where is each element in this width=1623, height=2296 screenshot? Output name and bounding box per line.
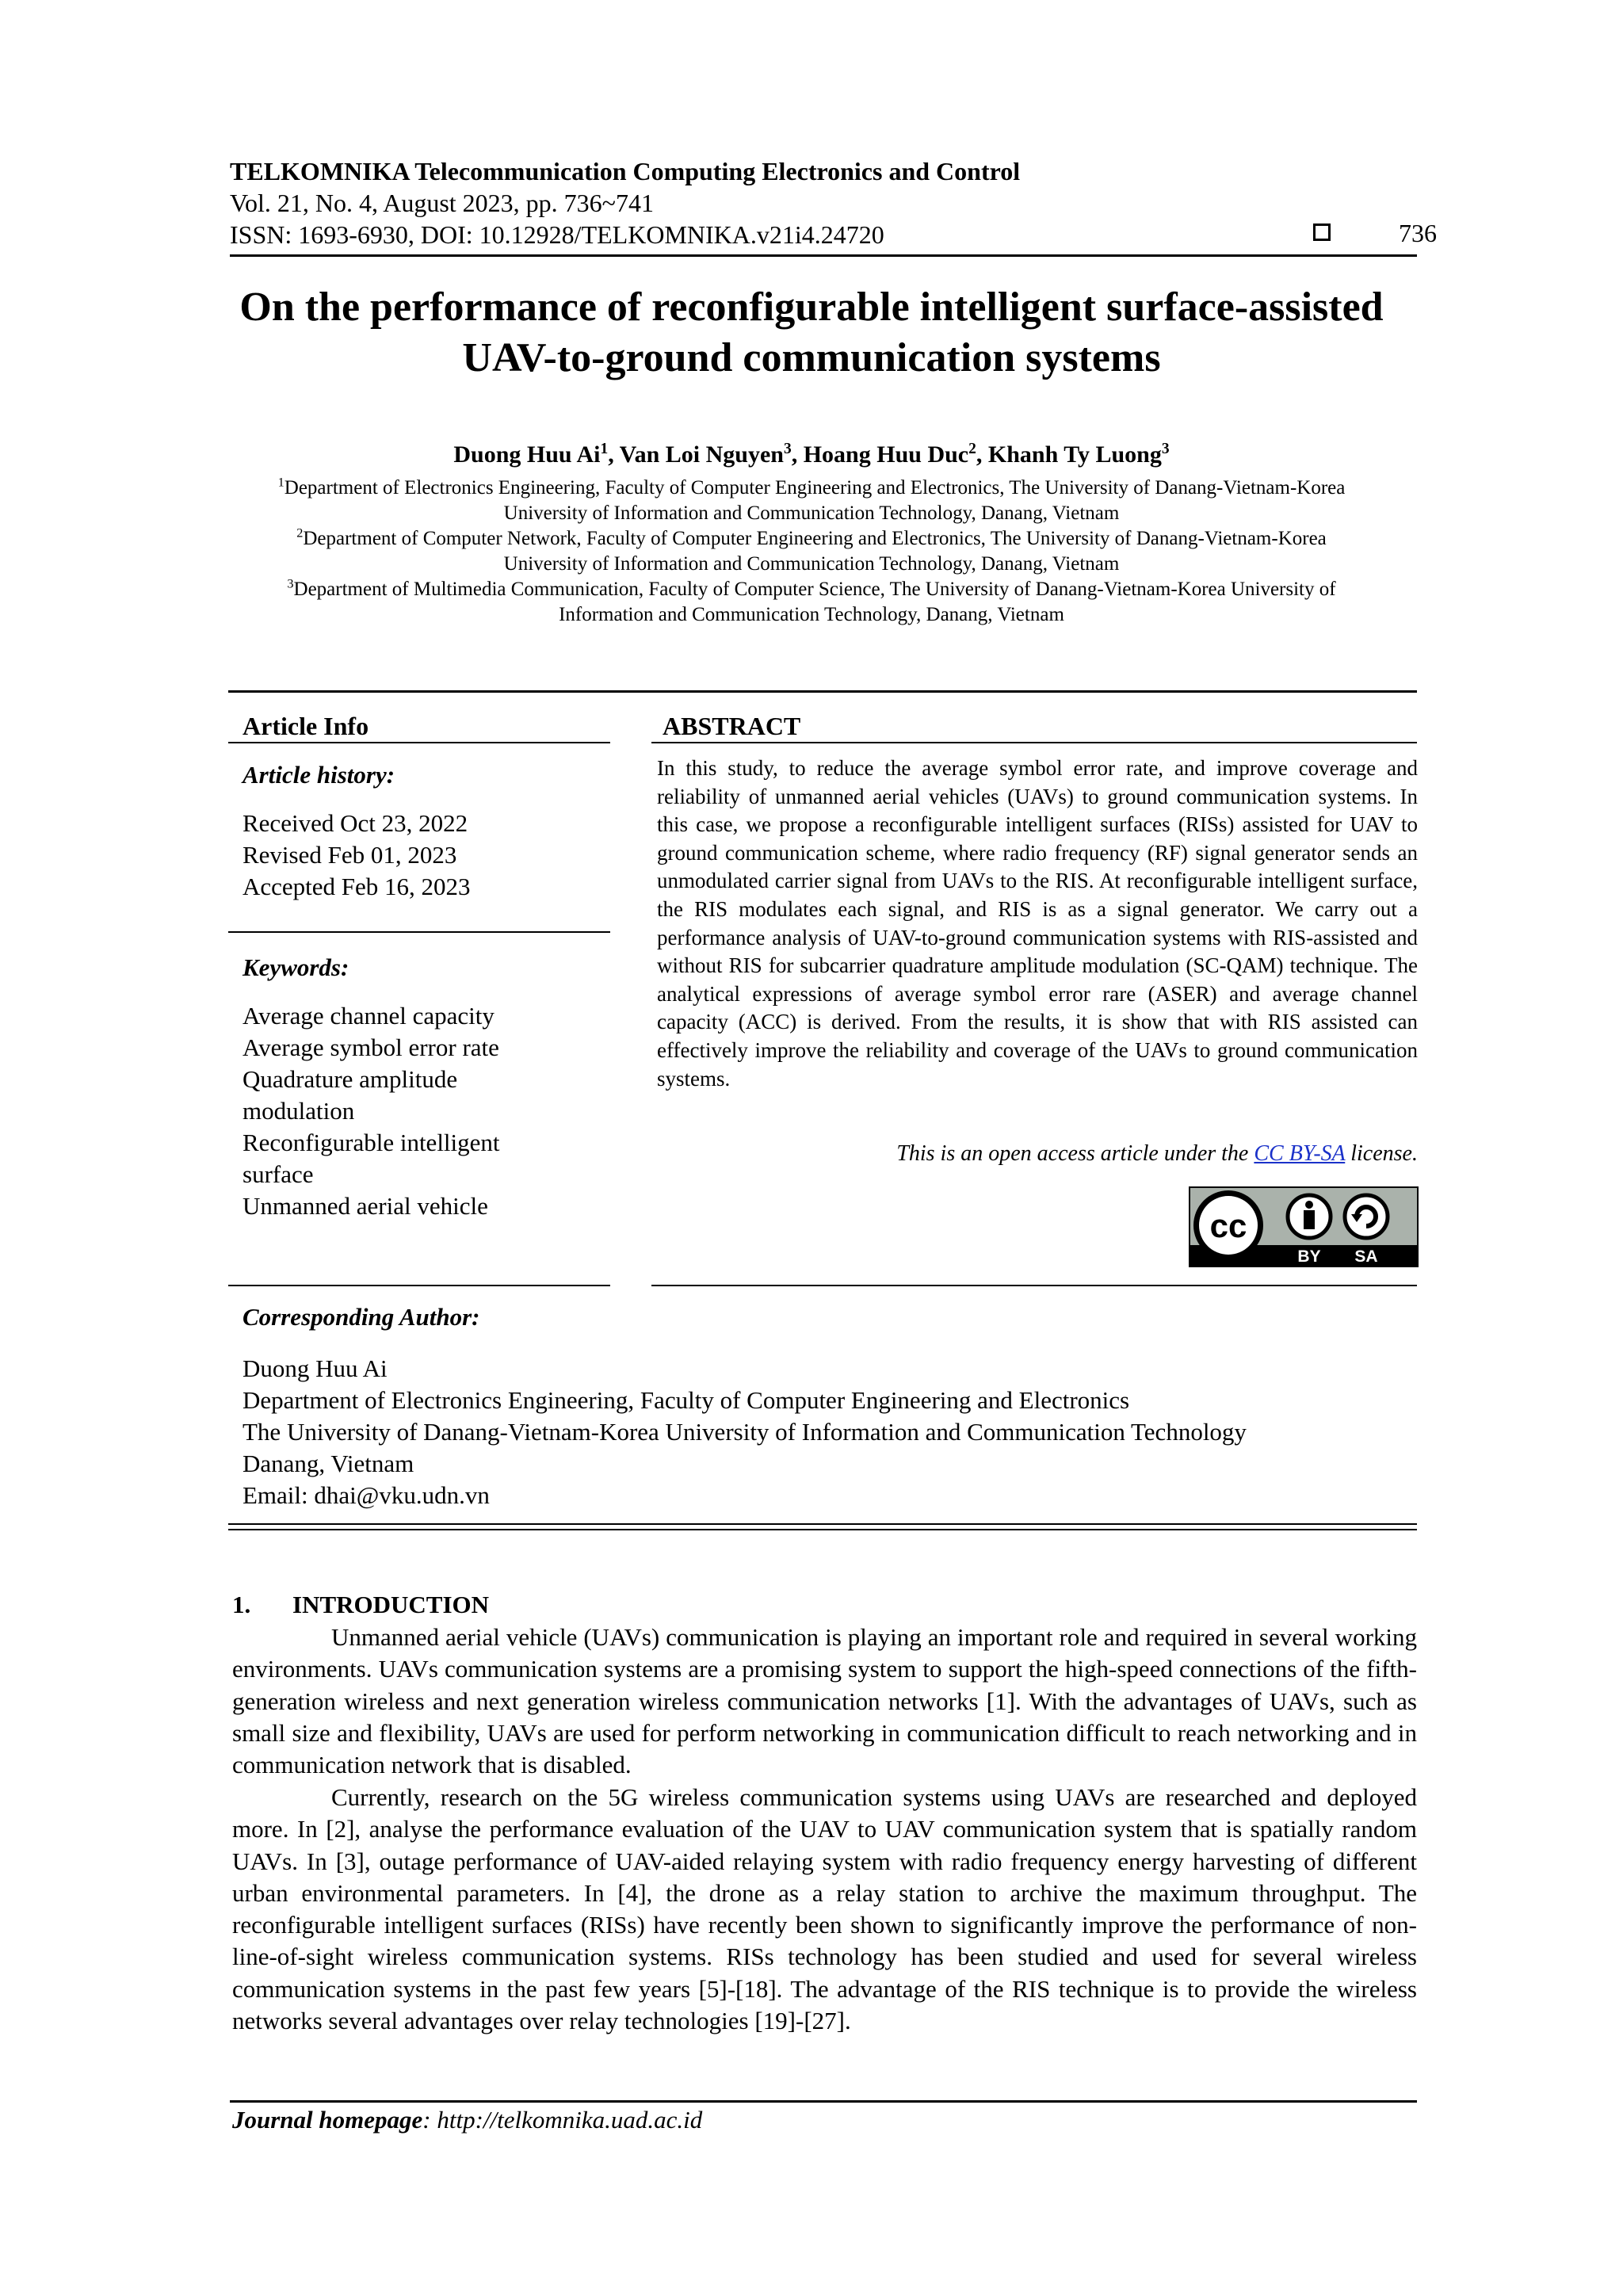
author-department: Department of Electronics Engineering, Faculty of Computer Engineering and Electronics (242, 1386, 1130, 1414)
license-link[interactable]: CC BY-SA (1254, 1141, 1346, 1166)
square-outline-icon (1313, 223, 1331, 241)
person-icon (1288, 1195, 1331, 1238)
header-rule (230, 254, 1417, 257)
info-end-rule-1 (228, 1523, 1417, 1525)
received-date: Received Oct 23, 2022 (242, 809, 468, 837)
footer-rule (230, 2100, 1417, 2103)
sa-label: SA (1354, 1247, 1378, 1266)
keyword: surface (242, 1160, 314, 1188)
author-email: Email: dhai@vku.udn.vn (242, 1481, 490, 1509)
affiliation-3: $^3$Department of Multimedia Communication, Faculty of Computer Science, The University of Danang-Vietnam-Korea University of (287, 576, 1336, 600)
author-city: Danang, Vietnam (242, 1450, 414, 1477)
share-alike-icon (1345, 1195, 1388, 1238)
cc-by-sa-badge[interactable] (1189, 1186, 1419, 1267)
revised-date: Revised Feb 01, 2023 (242, 841, 457, 869)
keyword: Unmanned aerial vehicle (242, 1192, 488, 1220)
article-info-rule (228, 742, 610, 743)
paper-title: On the performance of reconfigurable intelligent surface-assisted UAV-to-ground communication systems (239, 285, 1384, 380)
keywords-rule (228, 931, 610, 933)
keyword: Quadrature amplitude (242, 1065, 458, 1093)
author-name: Duong Huu Ai (453, 441, 601, 468)
corresponding-author-label: Corresponding Author: (242, 1303, 480, 1331)
homepage-link[interactable]: http://telkomnika.uad.ac.id (437, 2106, 703, 2134)
abstract-heading: ABSTRACT (663, 712, 801, 740)
page-number: 736 (1399, 219, 1437, 247)
keyword: modulation (242, 1097, 355, 1125)
license-statement: This is an open access article under the CC BY-SA license. (896, 1141, 1418, 1166)
info-top-rule (228, 690, 1417, 693)
cc-icon: cc (1209, 1207, 1247, 1244)
intro-paragraph-2: Currently, research on the 5G wireless communication systems using UAVs are researched and deployed more. In [2], analyse the performance evaluation of the UAV to UAV communication system that is spatially random UAVs. In [3], outage performance of UAV-aided relaying system with radio frequency energy harvesting of different urban environmental parameters. In [4], the drone as a relay station to archive the maximum throughput. The reconfigurable intelligent surfaces (RISs) have recently been shown to significantly improve the performance of non-line-of-sight wireless communication systems. RISs technology has been studied and used for several wireless communication systems in the past few years [5]-[18]. The advantage of the RIS technique is to provide the wireless networks several advantages over relay technologies [19]-[27]. (232, 1783, 1417, 2035)
info-bottom-rule (228, 1285, 610, 1286)
info-end-rule-2 (228, 1529, 1417, 1530)
keyword: Average symbol error rate (242, 1033, 499, 1061)
keyword-list (242, 1000, 500, 1222)
affiliation-2: $^2$Department of Computer Network, Faculty of Computer Engineering and Electronics, The University of Danang-Vietnam-Korea (296, 525, 1327, 549)
affiliations: $^1$Department of Electronics Engineering, Faculty of Computer Engineering and Electronics, The University of Danang-Vietnam-Korea University of Information and Communication Technology, Danang, Vietnam $^2$Department of Computer Network, Faculty of Computer Engineering and Electronics, The University of Danang-Vietnam-Korea University of Information and Communication Technology, Danang, Vietnam $^3$Department of Multimedia Communication, Faculty of Computer Science, The University of Danang-Vietnam-Korea University of Information and Communication Technology, Danang, Vietnam (206, 476, 1417, 628)
issn-doi: ISSN: 1693-6930, DOI: 10.12928/TELKOMNIKA.v21i4.24720 (230, 220, 884, 249)
volume-info: Vol. 21, No. 4, August 2023, pp. 736~741 (230, 189, 654, 217)
section-heading-introduction: 1. INTRODUCTION (232, 1591, 490, 1618)
author-list: Duong Huu Ai$^1$, Van Loi Nguyen$^3$, Hoang Huu Duc$^2$, Khanh Ty Luong$^3$ (453, 441, 1170, 468)
by-label: BY (1297, 1247, 1321, 1266)
abstract-bottom-rule (651, 1285, 1417, 1286)
keywords-label: Keywords: (242, 953, 349, 981)
abstract-text: In this study, to reduce the average symbol error rate, and improve coverage and reliability of unmanned aerial vehicles (UAVs) to ground communication systems. In this case, we propose a reconfigurable intelligent surfaces (RISs) assisted for UAV to ground communication scheme, where radio frequency (RF) signal generator sends an unmodulated carrier signal from UAVs to the RIS. At reconfigurable intelligent surface, the RIS modulates each signal, and RIS is as a signal generator. We carry out a performance analysis of UAV-to-ground communication systems with RIS-assisted and without RIS for subcarrier quadrature amplitude modulation (SC-QAM) technique. The analytical expressions of average symbol error rare (ASER) and average channel capacity (ACC) is derived. From the results, it is show that with RIS assisted can effectively improve the reliability and coverage of the UAVs to ground communication systems. (657, 756, 1418, 1091)
journal-name: TELKOMNIKA Telecommunication Computing Electronics and Control (230, 157, 1021, 185)
keyword: Average channel capacity (242, 1002, 495, 1030)
author-name: Khanh Ty Luong (987, 441, 1162, 468)
author-name: Hoang Huu Duc (803, 441, 969, 468)
article-history (242, 808, 471, 903)
corresponding-author-details (242, 1353, 1247, 1511)
journal-homepage: Journal homepage: http://telkomnika.uad.ac.id (232, 2106, 703, 2134)
author-university: The University of Danang-Vietnam-Korea University of Information and Communication Technology (242, 1418, 1247, 1446)
intro-paragraph-1: Unmanned aerial vehicle (UAVs) communication is playing an important role and required in several working environments. UAVs communication systems are a promising system to support the high-speed connections of the fifth-generation wireless and next generation wireless communication networks [1]. With the advantages of UAVs, such as small size and flexibility, UAVs are used for perform networking in communication difficult to reach networking and in communication network that is disabled. (232, 1623, 1417, 1779)
article-history-label: Article history: (242, 761, 395, 789)
accepted-date: Accepted Feb 16, 2023 (242, 873, 471, 900)
keyword: Reconfigurable intelligent (242, 1129, 500, 1156)
author-name: Duong Huu Ai (242, 1354, 388, 1382)
article-info-heading: Article Info (242, 712, 369, 740)
abstract-rule (651, 742, 1417, 743)
affiliation-1: $^1$Department of Electronics Engineering, Faculty of Computer Engineering and Electronics, The University of Danang-Vietnam-Korea (277, 475, 1346, 499)
author-name: Van Loi Nguyen (619, 441, 784, 468)
